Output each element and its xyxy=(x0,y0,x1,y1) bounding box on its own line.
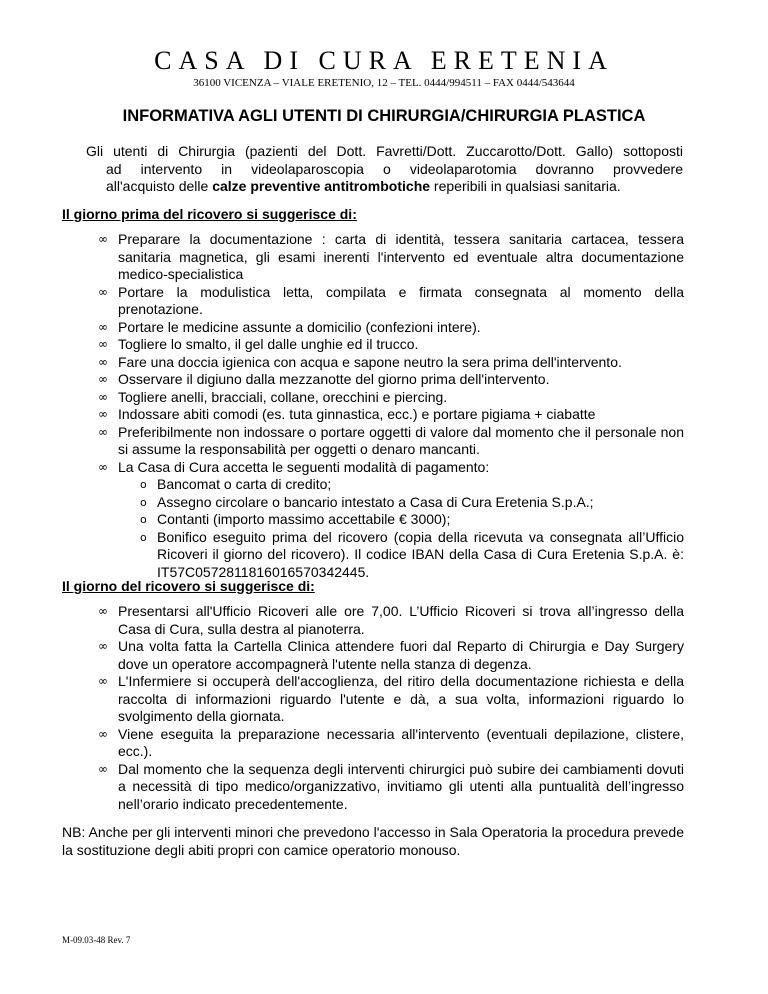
infinity-bullet-icon: ∞ xyxy=(98,459,108,474)
list-item xyxy=(98,424,684,459)
infinity-bullet-icon: ∞ xyxy=(98,674,108,688)
list-item xyxy=(98,726,684,761)
circle-bullet-icon: o xyxy=(140,530,147,544)
list-item xyxy=(98,231,684,284)
payment-method-item xyxy=(140,511,684,529)
infinity-bullet-icon: ∞ xyxy=(98,372,108,386)
list-item xyxy=(98,761,684,814)
list-item-text: Osservare il digiuno dalla mezzanotte del giorno prima dell'intervento. xyxy=(118,371,550,387)
section-heading-admission-day: Il giorno del ricovero si suggerisce di: xyxy=(62,578,315,594)
infinity-bullet-icon: ∞ xyxy=(98,639,108,653)
payment-method-text: Assegno circolare o bancario intestato a Casa di Cura Eretenia S.p.A.; xyxy=(157,493,594,510)
admission-day-list xyxy=(98,603,684,813)
payment-method-text: Bonifico eseguito prima del ricovero (copia della ricevuta va consegnata all’Ufficio Ricoveri il giorno del ricovero). Il codice IBAN della Casa di Cura Eretenia S.p.A. è: IT57C0572811816016570342445. xyxy=(157,528,684,580)
infinity-bullet-icon: ∞ xyxy=(98,424,108,439)
list-item-text: Indossare abiti comodi (es. tuta ginnastica, ecc.) e portare pigiama + ciabatte xyxy=(118,406,596,422)
stockings-emphasis: calze preventive antitrombotiche xyxy=(212,178,431,194)
list-item-text: Presentarsi all'Ufficio Ricoveri alle ore 7,00. L’Ufficio Ricoveri si trova all’ingresso della Casa di Cura, sulla destra al pianoterra. xyxy=(118,603,684,637)
list-item-text: Togliere lo smalto, il gel dalle unghie ed il trucco. xyxy=(118,336,419,352)
list-item xyxy=(98,389,684,407)
list-item xyxy=(98,371,684,389)
list-item-text: Togliere anelli, bracciali, collane, orecchini e piercing. xyxy=(118,388,448,405)
circle-bullet-icon: o xyxy=(140,478,147,491)
document-code: M-09.03-48 Rev. 7 xyxy=(62,935,131,945)
payment-method-item xyxy=(140,494,684,512)
list-item xyxy=(98,638,684,673)
infinity-bullet-icon: ∞ xyxy=(98,284,108,299)
list-item-text: Portare le medicine assunte a domicilio (confezioni intere). xyxy=(118,318,481,335)
list-item-text: Dal momento che la sequenza degli interventi chirurgici può subire dei cambiamenti dovuti a necessità di tipo medico/organizzativo, invitiamo gli utenti alla puntualità dell’ingresso nell’orario indicato precedentemente. xyxy=(118,760,684,812)
infinity-bullet-icon: ∞ xyxy=(98,354,108,369)
clinic-address: 36100 VICENZA – VIALE ERETENIO, 12 – TEL. 0444/994511 – FAX 0444/543644 xyxy=(193,77,575,89)
clinic-name: CASA DI CURA ERETENIA xyxy=(154,46,614,75)
list-item xyxy=(98,354,684,372)
day-before-list xyxy=(98,231,684,581)
intro-text: all'acquisto delle xyxy=(106,178,213,194)
infinity-bullet-icon: ∞ xyxy=(98,407,108,421)
list-item xyxy=(98,603,684,638)
section-heading-day-before: Il giorno prima del ricovero si suggerisce di: xyxy=(62,206,357,222)
list-item-text: Preparare la documentazione : carta di identità, tessera sanitaria cartacea, tessera sanitaria magnetica, gli esami inerenti l'intervento ed eventuale altra documentazione medico-specialistica xyxy=(118,231,684,282)
infinity-bullet-icon: ∞ xyxy=(98,319,108,334)
infinity-bullet-icon: ∞ xyxy=(98,726,108,741)
list-item-text: Viene eseguita la preparazione necessaria all'intervento (eventuali depilazione, clistere, ecc.). xyxy=(118,725,684,759)
list-item xyxy=(98,336,684,354)
list-item-text: L'Infermiere si occuperà dell'accoglienza, del ritiro della documentazione richiesta e della raccolta di informazioni riguardo l'utente e dà, a sua volta, informazioni riguardo lo svolgimento della giornata. xyxy=(118,673,684,724)
list-item xyxy=(98,673,684,726)
intro-line: Gli utenti di Chirurgia (pazienti del Dott. Favretti/Dott. Zuccarotto/Dott. Gallo) sottoposti xyxy=(86,143,683,159)
infinity-bullet-icon: ∞ xyxy=(98,232,108,246)
document-title: INFORMATIVA AGLI UTENTI DI CHIRURGIA/CHIRURGIA PLASTICA xyxy=(122,107,646,125)
intro-paragraph xyxy=(86,143,683,196)
payment-method-item xyxy=(140,476,684,494)
infinity-bullet-icon: ∞ xyxy=(98,604,108,618)
circle-bullet-icon: o xyxy=(140,495,147,509)
payment-method-text: Bancomat o carta di credito; xyxy=(157,476,332,492)
list-item xyxy=(98,319,684,337)
infinity-bullet-icon: ∞ xyxy=(98,761,108,776)
list-item xyxy=(98,406,684,424)
payment-method-text: Contanti (importo massimo accettabile € 3000); xyxy=(157,511,451,527)
intro-text: reperibili in qualsiasi sanitaria. xyxy=(430,178,621,194)
nb-note: NB: Anche per gli interventi minori che prevedono l'accesso in Sala Operatoria la procedura prevede la sostituzione degli abiti propri con camice operatorio monouso. xyxy=(62,824,684,858)
intro-line: ad intervento in videolaparoscopia o videolaparotomia dovranno provvedere xyxy=(106,160,683,177)
circle-bullet-icon: o xyxy=(140,513,147,526)
intro-line xyxy=(86,178,683,196)
list-item xyxy=(98,459,684,477)
list-item-text: Una volta fatta la Cartella Clinica attendere fuori dal Reparto di Chirurgia e Day Surgery dove un operatore accompagnerà l'utente nella stanza di degenza. xyxy=(118,638,684,672)
list-item-text: Portare la modulistica letta, compilata e firmata consegnata al momento della prenotazione. xyxy=(118,283,684,317)
infinity-bullet-icon: ∞ xyxy=(98,389,108,404)
list-item-text: Preferibilmente non indossare o portare oggetti di valore dal momento che il personale non si assume la responsabilità per oggetti o denaro mancanti. xyxy=(118,423,684,457)
list-item xyxy=(98,284,684,319)
list-item-text: Fare una doccia igienica con acqua e sapone neutro la sera prima dell'intervento. xyxy=(118,353,622,370)
infinity-bullet-icon: ∞ xyxy=(98,337,108,351)
payment-method-item xyxy=(140,529,684,582)
list-item-text: La Casa di Cura accetta le seguenti modalità di pagamento: xyxy=(118,458,490,475)
